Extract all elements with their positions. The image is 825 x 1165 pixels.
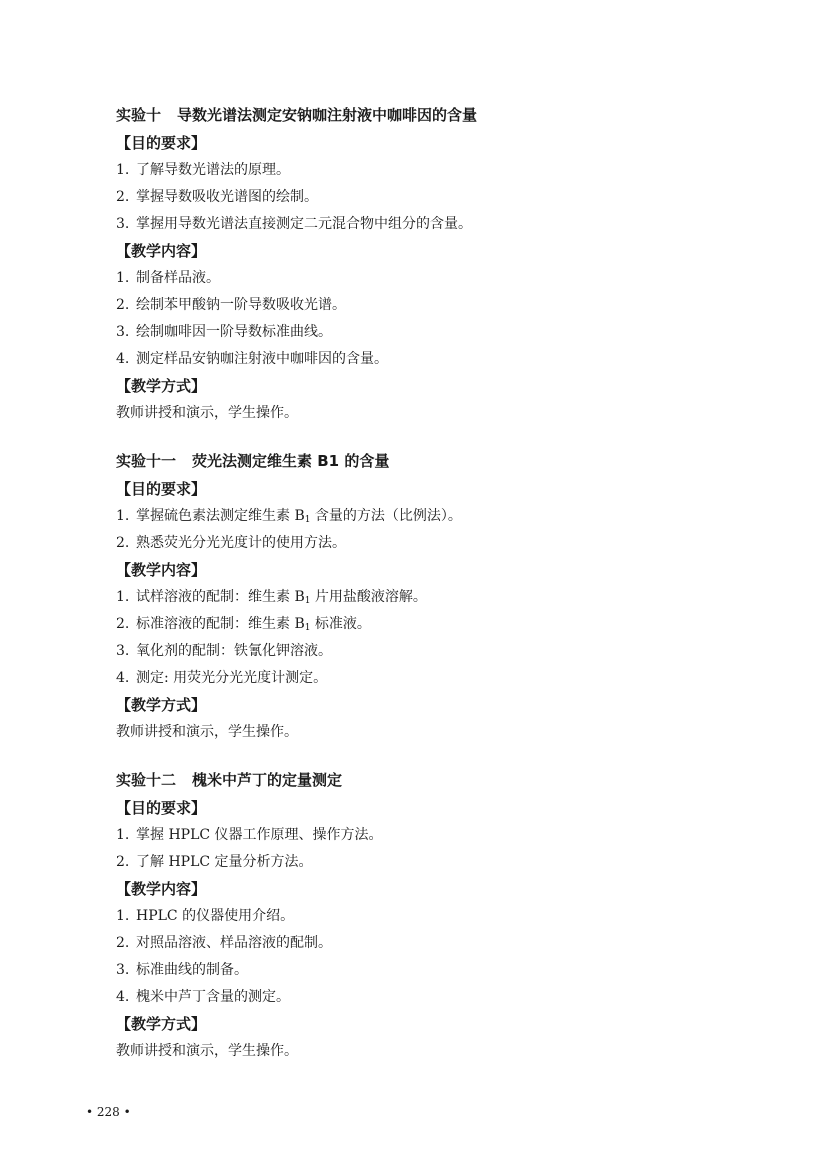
page-number: • 228 •	[86, 1105, 131, 1119]
experiment-number: 实验十	[116, 106, 162, 124]
list-item: 2. 掌握导数吸收光谱图的绘制。	[116, 189, 318, 205]
list-item: 2. 对照品溶液、样品溶液的配制。	[116, 935, 332, 951]
experiment-number: 实验十二	[116, 771, 177, 789]
list-item: 3. 绘制咖啡因一阶导数标准曲线。	[116, 324, 332, 340]
experiment-10	[116, 104, 756, 428]
list-item: 2. 绘制苯甲酸钠一阶导数吸收光谱。	[116, 297, 346, 313]
method-text: 教师讲授和演示，学生操作。	[116, 405, 298, 421]
list-item: 3. 掌握用导数光谱法直接测定二元混合物中组分的含量。	[116, 216, 472, 232]
section-heading-method: 【教学方式】	[116, 1015, 207, 1033]
experiment-name: 槐米中芦丁的定量测定	[192, 771, 343, 789]
experiment-name: 荧光法测定维生素 B1 的含量	[192, 452, 390, 470]
list-item: 4. 测定: 用荧光分光光度计测定。	[116, 670, 328, 686]
section-heading-method: 【教学方式】	[116, 696, 207, 714]
section-heading-objectives: 【目的要求】	[116, 134, 207, 152]
method-text: 教师讲授和演示，学生操作。	[116, 1043, 298, 1059]
section-heading-objectives: 【目的要求】	[116, 480, 207, 498]
section-heading-content: 【教学内容】	[116, 561, 207, 579]
list-item: 1. 掌握硫色素法测定维生素 $B_1$ 含量的方法（比例法）。	[116, 508, 462, 525]
experiment-title	[116, 769, 756, 796]
list-item: 2. 标准溶液的配制：维生素 $B_1$ 标准液。	[116, 616, 371, 633]
section-heading-content: 【教学内容】	[116, 880, 207, 898]
list-item: 4. 测定样品安钠咖注射液中咖啡因的含量。	[116, 351, 388, 367]
experiment-title	[116, 104, 756, 131]
list-item: 3. 标准曲线的制备。	[116, 962, 248, 978]
section-heading-content: 【教学内容】	[116, 242, 207, 260]
list-item: 1. HPLC 的仪器使用介绍。	[116, 908, 295, 924]
list-item: 1. 掌握 HPLC 仪器工作原理、操作方法。	[116, 827, 383, 843]
section-heading-objectives: 【目的要求】	[116, 799, 207, 817]
page-body	[116, 104, 756, 1088]
experiment-name: 导数光谱法测定安钠咖注射液中咖啡因的含量	[177, 106, 478, 124]
list-item: 2. 熟悉荧光分光光度计的使用方法。	[116, 535, 346, 551]
experiment-number: 实验十一	[116, 452, 177, 470]
list-item: 3. 氧化剂的配制：铁氰化钾溶液。	[116, 643, 332, 659]
list-item: 1. 了解导数光谱法的原理。	[116, 162, 290, 178]
section-heading-method: 【教学方式】	[116, 377, 207, 395]
list-item: 2. 了解 HPLC 定量分析方法。	[116, 854, 313, 870]
method-text: 教师讲授和演示，学生操作。	[116, 724, 298, 740]
list-item: 1. 制备样品液。	[116, 270, 220, 286]
experiment-11	[116, 450, 756, 747]
list-item: 1. 试样溶液的配制：维生素 $B_1$ 片用盐酸液溶解。	[116, 589, 427, 606]
list-item: 4. 槐米中芦丁含量的测定。	[116, 989, 290, 1005]
experiment-12	[116, 769, 756, 1066]
experiment-title	[116, 450, 756, 477]
